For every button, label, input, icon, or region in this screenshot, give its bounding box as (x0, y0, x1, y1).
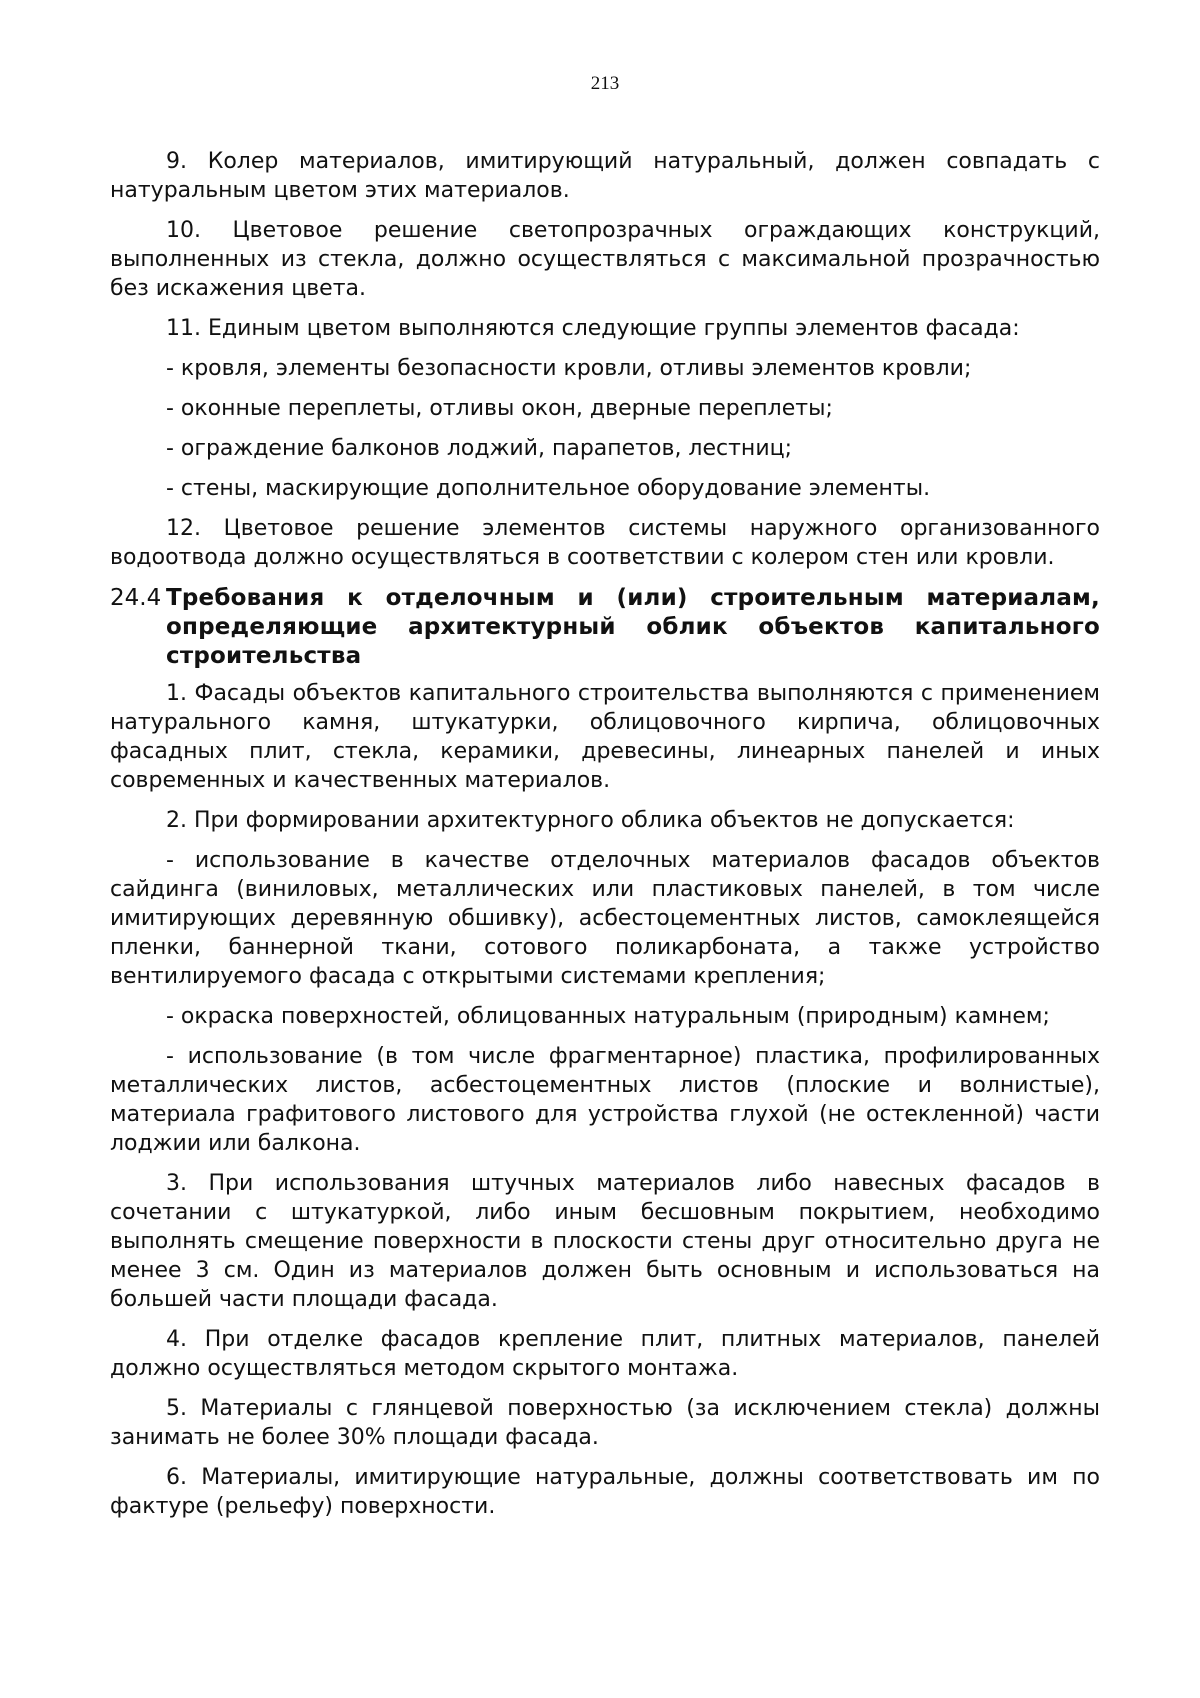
list-item: - использование в качестве отделочных материалов фасадов объектов сайдинга (виниловых, металлических или пластиковых панелей, в том числе имитирующих деревянную обшивку), асбестоцементных листов, самоклеящейся пленки, баннерной ткани, сотового поликарбоната, а также устройство вентилируемого фасада с открытыми системами крепления; (110, 848, 1100, 989)
page-number: 213 (590, 73, 620, 94)
paragraph-facade-materials: 1. Фасады объектов капитального строительства выполняются с применением натурального камня, штукатурки, облицовочного кирпича, облицовочных фасадных плит, стекла, керамики, древесины, линеарных панелей и иных современных и качественных материалов. (110, 681, 1100, 793)
section-title: Требования к отделочным и (или) строительным материалам, определяющие архитектурный облик объектов капитального строительства (166, 585, 1100, 669)
document-page (110, 0, 1100, 1698)
list-item: - окраска поверхностей, облицованных натуральным (природным) камнем; (166, 1004, 1050, 1029)
list-item: - стены, маскирующие дополнительное оборудование элементы. (166, 476, 931, 501)
document-body (110, 147, 1100, 1532)
paragraph-drainage-color: 12. Цветовое решение элементов системы наружного организованного водоотвода должно осуществляться в соответствии с колером стен или кровли. (110, 516, 1100, 570)
paragraph-not-allowed: 2. При формировании архитектурного облика объектов не допускается: (166, 808, 1015, 833)
list-item: - кровля, элементы безопасности кровли, отливы элементов кровли; (166, 356, 972, 381)
list-item: - оконные переплеты, отливы окон, дверные переплеты; (166, 396, 833, 421)
list-item: - ограждение балконов лоджий, парапетов, лестниц; (166, 436, 793, 461)
paragraph-glossy-limit: 5. Материалы с глянцевой поверхностью (за исключением стекла) должны занимать не более 30% площади фасада. (110, 1396, 1100, 1450)
paragraph-uniform-color-groups: 11. Единым цветом выполняются следующие группы элементов фасада: (166, 316, 1020, 341)
paragraph-glazing-color: 10. Цветовое решение светопрозрачных ограждающих конструкций, выполненных из стекла, должно осуществляться с максимальной прозрачностью без искажения цвета. (110, 218, 1100, 301)
paragraph-color-match: 9. Колер материалов, имитирующий натуральный, должен совпадать с натуральным цветом этих материалов. (110, 149, 1100, 203)
list-item: - использование (в том числе фрагментарное) пластика, профилированных металлических листов, асбестоцементных листов (плоские и волнистые), материала графитового листового для устройства глухой (не остекленной) части лоджии или балкона. (110, 1044, 1100, 1156)
paragraph-hidden-mounting: 4. При отделке фасадов крепление плит, плитных материалов, панелей должно осуществляться методом скрытого монтажа. (110, 1327, 1100, 1381)
section-heading (110, 584, 1100, 671)
paragraph-surface-offset: 3. При использования штучных материалов либо навесных фасадов в сочетании с штукатуркой, либо иным бесшовным покрытием, необходимо выполнять смещение поверхности в плоскости стены друг относительно друга не менее 3 см. Один из материалов должен быть основным и использоваться на большей части площади фасада. (110, 1171, 1100, 1312)
paragraph-imitation-texture: 6. Материалы, имитирующие натуральные, должны соответствовать им по фактуре (рельефу) поверхности. (110, 1465, 1100, 1519)
section-number: 24.4 (110, 585, 162, 611)
